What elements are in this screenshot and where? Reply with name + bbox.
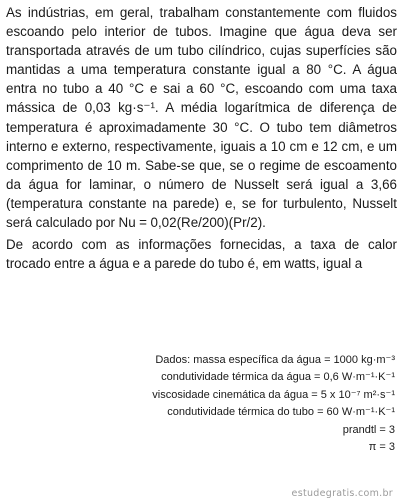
data-line-viscosity: viscosidade cinemática da água = 5 x 10⁻⁷ m²·s⁻¹ bbox=[152, 388, 395, 401]
data-line-density: Dados: massa específica da água = 1000 kg·m⁻³ bbox=[155, 354, 395, 366]
question-statement: As indústrias, em geral, trabalham constantemente com fluidos escoando pelo interior de tubos. Imagine que água deva ser transportada através de um tubo cilíndrico, cujas superfícies são mantidas a uma temperatura constante igual a 80 °C. A água entra no tubo a 40 °C e sai a 60 °C, escoando com uma taxa mássica de 0,03 kg·s⁻¹. A média logarítmica de diferença de temperatura é aproximadamente 30 °C. O tubo tem diâmetros interno e externo, respectivamente, iguais a 10 cm e 12 cm, e um comprimento de 10 m. Sabe-se que, se o regime de escoamento da água for laminar, o número de Nusselt será igual a 3,66 (temperatura constante na parede) e, se for turbulento, Nusselt será calculado por Nu = 0,02(Re/200)(Pr/2). bbox=[6, 5, 397, 231]
data-line-water-conductivity: condutividade térmica da água = 0,6 W·m⁻¹·K⁻¹ bbox=[161, 371, 395, 384]
data-line-prandtl: prandtl = 3 bbox=[342, 423, 395, 436]
question-prompt: De acordo com as informações fornecidas, a taxa de calor trocado entre a água e a parede do tubo é, em watts, igual a bbox=[6, 237, 397, 272]
data-line-tube-conductivity: condutividade térmica do tubo = 60 W·m⁻¹·K⁻¹ bbox=[167, 406, 395, 419]
given-data bbox=[152, 352, 395, 456]
site-watermark: estudegratis.com.br bbox=[291, 488, 393, 499]
data-line-pi: π = 3 bbox=[368, 441, 395, 454]
